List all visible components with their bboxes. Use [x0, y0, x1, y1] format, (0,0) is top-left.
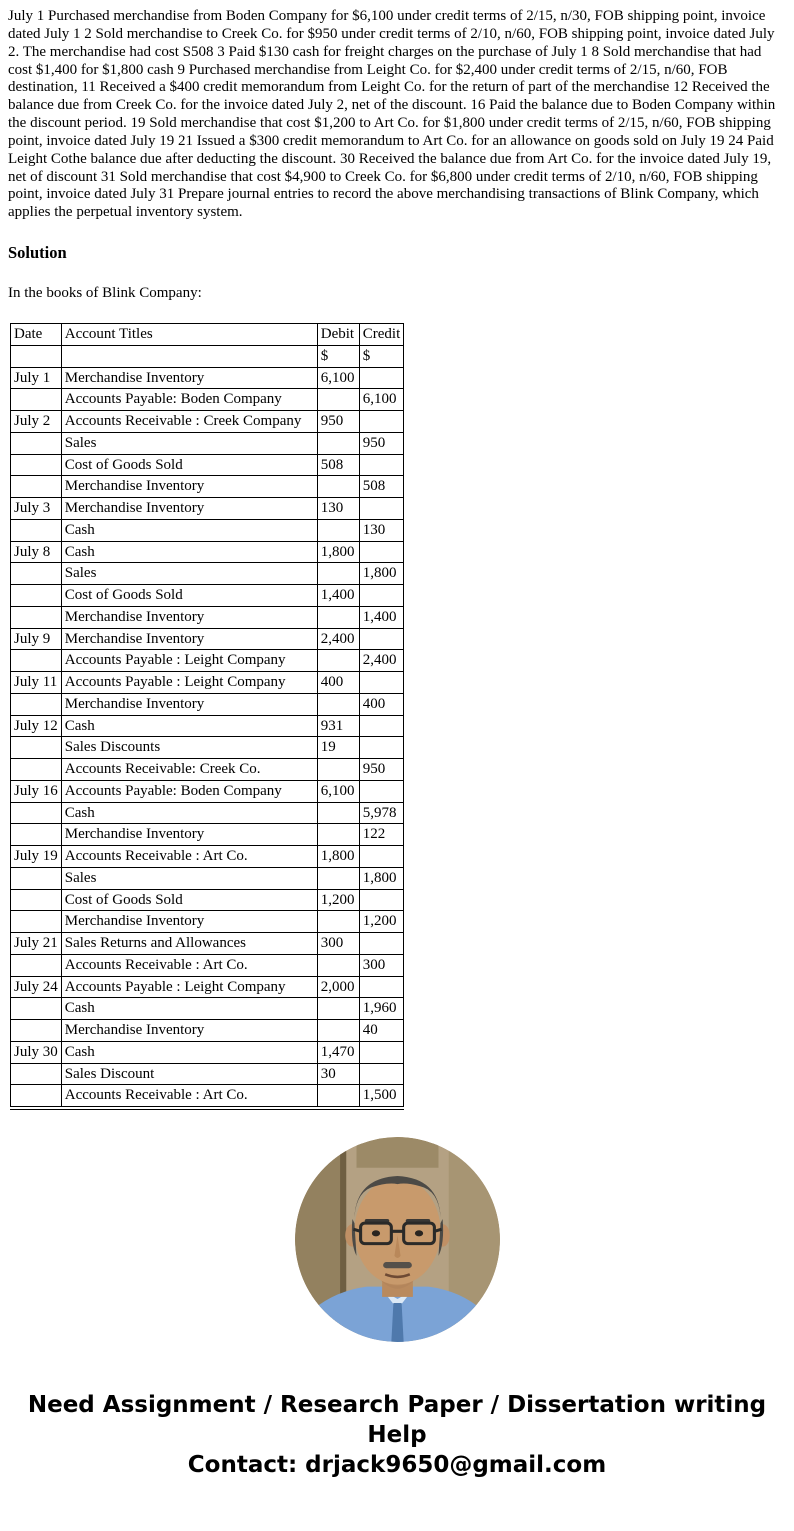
journal-row	[11, 693, 404, 715]
journal-cell-date	[11, 1063, 62, 1085]
journal-cell-credit	[359, 933, 404, 955]
journal-cell-date: July 19	[11, 846, 62, 868]
journal-cell-account: Merchandise Inventory	[61, 498, 317, 520]
currency-row	[11, 345, 404, 367]
journal-cell-account: Cash	[61, 541, 317, 563]
journal-cell-debit: 508	[317, 454, 359, 476]
journal-cell-debit	[317, 998, 359, 1020]
journal-row	[11, 585, 404, 607]
journal-cell-date	[11, 1085, 62, 1107]
journal-cell-credit: 1,800	[359, 563, 404, 585]
journal-cell-credit	[359, 585, 404, 607]
journal-cell-debit: 19	[317, 737, 359, 759]
journal-cell-debit	[317, 650, 359, 672]
journal-cell-debit: 6,100	[317, 780, 359, 802]
journal-cell-date	[11, 954, 62, 976]
journal-cell-date	[11, 606, 62, 628]
journal-row	[11, 411, 404, 433]
journal-row	[11, 911, 404, 933]
journal-cell-account: Sales	[61, 563, 317, 585]
journal-row	[11, 519, 404, 541]
journal-cell-account: Sales Discount	[61, 1063, 317, 1085]
currency-date-cell	[11, 345, 62, 367]
journal-cell-account: Sales Discounts	[61, 737, 317, 759]
journal-cell-credit: 5,978	[359, 802, 404, 824]
journal-cell-account: Cash	[61, 1041, 317, 1063]
header-debit: Debit	[317, 324, 359, 346]
journal-cell-date: July 12	[11, 715, 62, 737]
journal-cell-account: Merchandise Inventory	[61, 628, 317, 650]
journal-cell-debit: 6,100	[317, 367, 359, 389]
currency-debit-cell: $	[317, 345, 359, 367]
journal-row	[11, 498, 404, 520]
journal-cell-date	[11, 519, 62, 541]
journal-cell-account: Sales Returns and Allowances	[61, 933, 317, 955]
journal-cell-credit	[359, 454, 404, 476]
journal-cell-debit	[317, 606, 359, 628]
journal-cell-debit: 2,400	[317, 628, 359, 650]
journal-cell-debit	[317, 759, 359, 781]
journal-cell-date	[11, 563, 62, 585]
journal-cell-credit: 1,960	[359, 998, 404, 1020]
journal-row	[11, 954, 404, 976]
journal-cell-date	[11, 389, 62, 411]
journal-cell-credit	[359, 737, 404, 759]
journal-row	[11, 933, 404, 955]
journal-cell-credit: 40	[359, 1020, 404, 1042]
journal-entries-table	[10, 323, 404, 1107]
footer-advert	[27, 1390, 767, 1510]
journal-cell-debit: 1,400	[317, 585, 359, 607]
journal-row	[11, 563, 404, 585]
journal-cell-account: Accounts Payable : Leight Company	[61, 672, 317, 694]
journal-cell-debit: 300	[317, 933, 359, 955]
journal-cell-account: Cost of Goods Sold	[61, 585, 317, 607]
journal-cell-date	[11, 889, 62, 911]
journal-cell-account: Cash	[61, 715, 317, 737]
journal-cell-debit: 2,000	[317, 976, 359, 998]
journal-cell-credit	[359, 715, 404, 737]
journal-cell-account: Merchandise Inventory	[61, 367, 317, 389]
journal-cell-credit: 1,500	[359, 1085, 404, 1107]
journal-table-clip	[10, 323, 404, 1110]
tutor-portrait-image	[295, 1137, 500, 1342]
journal-row	[11, 802, 404, 824]
journal-row	[11, 846, 404, 868]
solution-heading: Solution	[8, 243, 67, 263]
journal-cell-date	[11, 454, 62, 476]
journal-row	[11, 606, 404, 628]
journal-cell-credit	[359, 498, 404, 520]
journal-row	[11, 432, 404, 454]
journal-cell-account: Cash	[61, 519, 317, 541]
journal-row	[11, 628, 404, 650]
journal-cell-credit: 1,800	[359, 867, 404, 889]
currency-account-cell	[61, 345, 317, 367]
journal-cell-debit	[317, 954, 359, 976]
journal-cell-date	[11, 911, 62, 933]
journal-cell-debit	[317, 432, 359, 454]
journal-cell-credit: 950	[359, 759, 404, 781]
journal-cell-date	[11, 867, 62, 889]
journal-cell-credit	[359, 976, 404, 998]
journal-row	[11, 1063, 404, 1085]
journal-cell-debit	[317, 563, 359, 585]
journal-cell-account: Accounts Payable : Leight Company	[61, 650, 317, 672]
footer-help-text: Need Assignment / Research Paper / Dissertation writing Help	[27, 1392, 767, 1449]
journal-cell-date: July 16	[11, 780, 62, 802]
journal-row	[11, 1041, 404, 1063]
journal-cell-credit: 1,200	[359, 911, 404, 933]
journal-cell-date: July 24	[11, 976, 62, 998]
journal-cell-credit: 122	[359, 824, 404, 846]
journal-cell-date: July 9	[11, 628, 62, 650]
journal-cell-date	[11, 476, 62, 498]
journal-row	[11, 759, 404, 781]
journal-cell-date	[11, 998, 62, 1020]
journal-cell-account: Accounts Receivable : Art Co.	[61, 954, 317, 976]
journal-cell-debit	[317, 693, 359, 715]
journal-cell-debit	[317, 824, 359, 846]
journal-cell-credit	[359, 1063, 404, 1085]
journal-cell-date	[11, 432, 62, 454]
currency-credit-cell: $	[359, 345, 404, 367]
journal-cell-date	[11, 824, 62, 846]
footer-contact-text: Contact: drjack9650@gmail.com	[187, 1452, 607, 1479]
journal-cell-debit: 1,800	[317, 846, 359, 868]
journal-cell-date: July 1	[11, 367, 62, 389]
journal-cell-account: Merchandise Inventory	[61, 606, 317, 628]
journal-row	[11, 650, 404, 672]
journal-row	[11, 715, 404, 737]
journal-cell-credit	[359, 411, 404, 433]
journal-cell-account: Accounts Payable: Boden Company	[61, 780, 317, 802]
journal-cell-credit	[359, 628, 404, 650]
journal-cell-date: July 30	[11, 1041, 62, 1063]
journal-row	[11, 367, 404, 389]
journal-cell-account: Merchandise Inventory	[61, 911, 317, 933]
journal-cell-debit	[317, 519, 359, 541]
journal-cell-credit: 2,400	[359, 650, 404, 672]
journal-cell-credit: 508	[359, 476, 404, 498]
page	[0, 8, 794, 1531]
journal-cell-debit: 400	[317, 672, 359, 694]
journal-row	[11, 867, 404, 889]
journal-cell-account: Cash	[61, 802, 317, 824]
journal-cell-account: Cash	[61, 998, 317, 1020]
journal-row	[11, 672, 404, 694]
journal-row	[11, 541, 404, 563]
problem-statement: July 1 Purchased merchandise from Boden Company for $6,100 under credit terms of 2/15, n/30, FOB shipping point, invoice dated July 1 2 Sold merchandise to Creek Co. for $950 under credit terms of 2/10, n/60, FOB shipping point, invoice dated July 2. The merchandise had cost S508 3 Paid $130 cash for freight charges on the purchase of July 1 8 Sold merchandise that had cost $1,400 for $1,800 cash 9 Purchased merchandise from Leight Co. for $2,400 under credit terms of 2/15, n/60, FOB destination, 11 Received a $400 credit memorandum from Leight Co. for the return of part of the merchandise 12 Received the balance due from Creek Co. for the invoice dated July 2, net of the discount. 16 Paid the balance due to Boden Company within the discount period. 19 Sold merchandise that cost $1,200 to Art Co. for $1,800 under credit terms of 2/15, n/60, FOB shipping point, invoice dated July 19 21 Issued a $300 credit memorandum to Art Co. for an allowance on goods sold on July 19 24 Paid Leight Cothe balance due after deducting the discount. 30 Received the balance due from Art Co. for the invoice dated July 19, net of discount 31 Sold merchandise that cost $4,900 to Creek Co. for $6,800 under credit terms of 2/10, n/60, FOB shipping point, invoice dated July 31 Prepare journal entries to record the above merchandising transactions of Blink Company, which applies the perpetual inventory system.	[8, 8, 776, 221]
journal-cell-debit: 30	[317, 1063, 359, 1085]
journal-cell-debit	[317, 1020, 359, 1042]
journal-row	[11, 889, 404, 911]
journal-cell-date	[11, 1020, 62, 1042]
journal-cell-debit	[317, 476, 359, 498]
journal-cell-account: Accounts Receivable : Creek Company	[61, 411, 317, 433]
journal-cell-date: July 8	[11, 541, 62, 563]
journal-cell-account: Accounts Receivable : Art Co.	[61, 846, 317, 868]
journal-row	[11, 1020, 404, 1042]
journal-cell-date	[11, 759, 62, 781]
journal-table-body	[11, 367, 404, 1107]
journal-cell-account: Cost of Goods Sold	[61, 454, 317, 476]
header-account: Account Titles	[61, 324, 317, 346]
journal-cell-credit	[359, 889, 404, 911]
journal-cell-credit	[359, 846, 404, 868]
journal-cell-debit	[317, 1085, 359, 1107]
journal-row	[11, 998, 404, 1020]
journal-row	[11, 824, 404, 846]
journal-cell-account: Accounts Payable : Leight Company	[61, 976, 317, 998]
journal-cell-debit	[317, 867, 359, 889]
journal-cell-credit: 300	[359, 954, 404, 976]
journal-cell-credit: 130	[359, 519, 404, 541]
journal-cell-date: July 2	[11, 411, 62, 433]
journal-row	[11, 476, 404, 498]
journal-cell-date: July 3	[11, 498, 62, 520]
journal-cell-debit	[317, 911, 359, 933]
journal-cell-account: Merchandise Inventory	[61, 476, 317, 498]
journal-cell-debit: 1,800	[317, 541, 359, 563]
journal-cell-date: July 21	[11, 933, 62, 955]
journal-cell-account: Sales	[61, 867, 317, 889]
journal-cell-account: Accounts Receivable: Creek Co.	[61, 759, 317, 781]
journal-cell-debit: 931	[317, 715, 359, 737]
solution-intro: In the books of Blink Company:	[8, 285, 202, 302]
journal-cell-account: Accounts Receivable : Art Co.	[61, 1085, 317, 1107]
journal-cell-debit: 130	[317, 498, 359, 520]
tutor-photo	[295, 1137, 500, 1342]
journal-row	[11, 454, 404, 476]
table-header-row	[11, 324, 404, 346]
journal-row	[11, 389, 404, 411]
journal-cell-date	[11, 737, 62, 759]
journal-row	[11, 737, 404, 759]
journal-cell-credit: 1,400	[359, 606, 404, 628]
journal-cell-debit: 1,200	[317, 889, 359, 911]
journal-cell-debit: 950	[317, 411, 359, 433]
journal-cell-credit: 950	[359, 432, 404, 454]
journal-cell-debit	[317, 389, 359, 411]
journal-cell-account: Merchandise Inventory	[61, 693, 317, 715]
journal-cell-date	[11, 585, 62, 607]
journal-cell-account: Merchandise Inventory	[61, 824, 317, 846]
journal-row	[11, 780, 404, 802]
journal-cell-credit	[359, 1041, 404, 1063]
journal-cell-credit	[359, 541, 404, 563]
journal-cell-account: Cost of Goods Sold	[61, 889, 317, 911]
journal-cell-debit: 1,470	[317, 1041, 359, 1063]
header-credit: Credit	[359, 324, 404, 346]
journal-cell-account: Sales	[61, 432, 317, 454]
journal-row	[11, 976, 404, 998]
journal-cell-date	[11, 650, 62, 672]
journal-cell-date	[11, 693, 62, 715]
journal-cell-date: July 11	[11, 672, 62, 694]
journal-cell-debit	[317, 802, 359, 824]
journal-cell-date	[11, 802, 62, 824]
journal-cell-account: Merchandise Inventory	[61, 1020, 317, 1042]
header-date: Date	[11, 324, 62, 346]
journal-row	[11, 1085, 404, 1107]
journal-cell-credit: 6,100	[359, 389, 404, 411]
journal-cell-credit	[359, 672, 404, 694]
journal-cell-credit: 400	[359, 693, 404, 715]
journal-cell-credit	[359, 780, 404, 802]
journal-cell-account: Accounts Payable: Boden Company	[61, 389, 317, 411]
journal-cell-credit	[359, 367, 404, 389]
